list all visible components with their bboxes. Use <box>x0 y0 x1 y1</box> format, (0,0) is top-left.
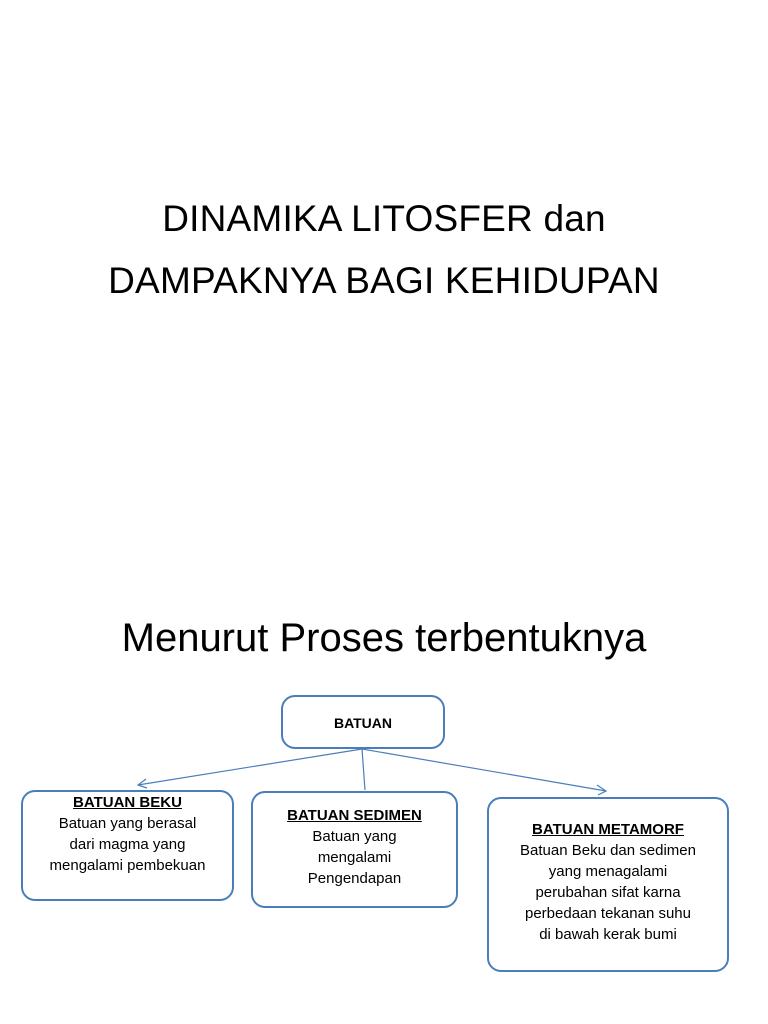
slide-title-line-2: DAMPAKNYA BAGI KEHIDUPAN <box>108 260 660 301</box>
batuan-sedimen-title: BATUAN SEDIMEN <box>287 807 422 824</box>
section-heading: Menurut Proses terbentuknya <box>121 616 647 660</box>
batuan-metamorf-description: Batuan Beku dan sedimen yang menagalami perubahan sifat karna perbedaan tekanan suhu di bawah kerak bumi <box>520 842 696 943</box>
batuan-beku-description: Batuan yang berasal dari magma yang mengalami pembekuan <box>49 815 206 874</box>
connector-to-metamorf <box>362 749 606 791</box>
batuan-beku-box <box>21 790 234 901</box>
slide-title-line-1: DINAMIKA LITOSFER dan <box>162 198 606 239</box>
batuan-sedimen-description: Batuan yang mengalami Pengendapan <box>307 828 402 887</box>
connector-to-beku <box>138 749 362 785</box>
batuan-metamorf-title: BATUAN METAMORF <box>532 821 684 838</box>
batuan-sedimen-box <box>251 791 458 908</box>
batuan-metamorf-box <box>487 797 729 972</box>
batuan-beku-title: BATUAN BEKU <box>73 794 182 811</box>
slide-title <box>0 188 768 312</box>
diagram-root-label: BATUAN <box>333 715 393 731</box>
arrowhead-beku <box>138 779 147 788</box>
diagram-root-box <box>281 695 445 749</box>
arrowhead-metamorf <box>597 785 606 795</box>
connector-to-sedimen <box>362 749 365 790</box>
